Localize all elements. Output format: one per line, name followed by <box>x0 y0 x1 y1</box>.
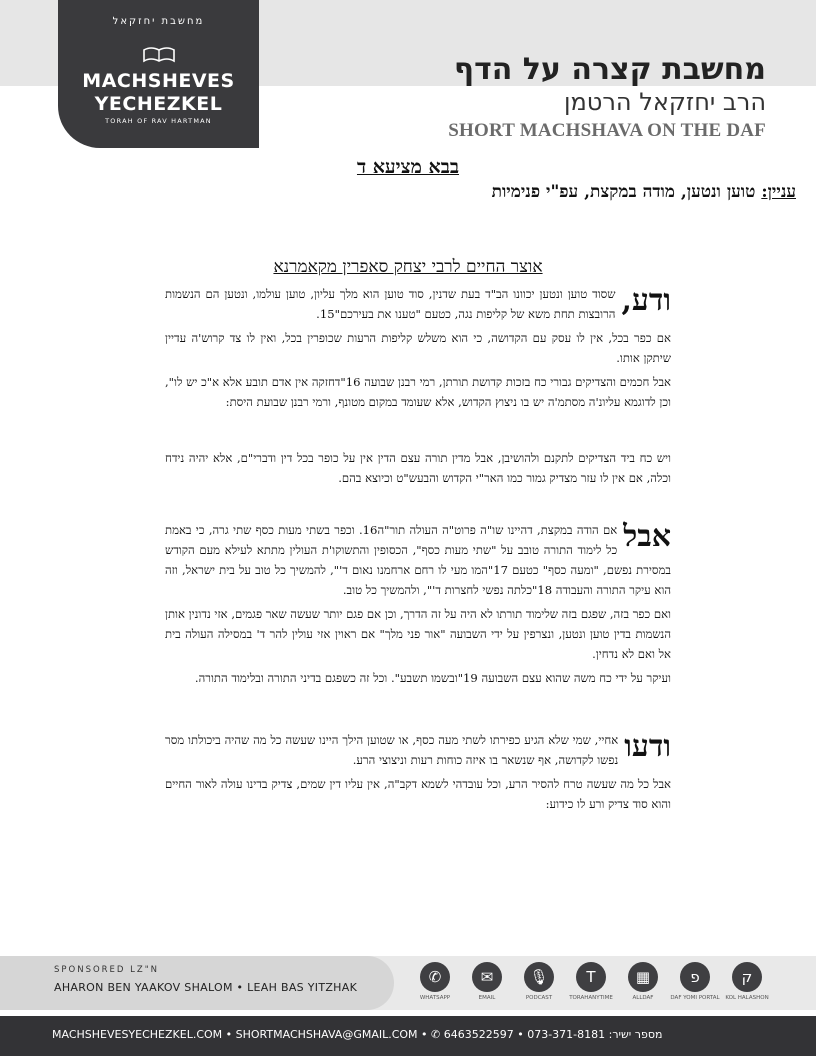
drop-word: ודעו <box>624 729 671 764</box>
body-section-2 <box>165 448 671 492</box>
rabbi-name: הרב יחזקאל הרטמן <box>563 88 766 116</box>
paragraph: אבל אם הודה במקצת, דהיינו שו"ה פרוט"ה העולה תור"ה16. וכפר בשתי מעות כסף שתי גרה, כי באמת כל לימוד התורה טובב על "שתי מעות כסף", הכסופין והתשוקו'ת העולין מתתא לעילא מעם הקודש במסירת נפשם, "ומעה כסף" כטעם 17"המו מעי לו רחם ארחמנו נאום ד'", להמשיך כל טוב על בית ישראל, וזה הוא עיקר התורה והעבודה 18"כלתה נפשי לחצרות ד'", ולהמשיך כל טוב. <box>165 519 671 597</box>
daf-heading: בבא מציעא ד <box>356 156 460 178</box>
link-whatsapp[interactable]: ✆ WHATSAPP <box>410 962 460 1001</box>
inyan-label: עניין: <box>761 182 796 202</box>
link-kol-halashon[interactable]: ק KOL HALASHON <box>722 962 772 1001</box>
logo-tagline: TORAH OF RAV HARTMAN <box>105 117 212 125</box>
paragraph: ואם כפר בזה, שפגם בזה שלימוד תורתו לא היה על זה הדרך, וכן אם פגם יותר שעשה שאר פגמים, אזי נדונין אותן הנשמות בדין טוען ונטען, ונצרפין על ידי השבועה "אור פני מלך" אם ראוין אזי עולין להר ד' במסילה העולה בית אל ואם לא נדחין. <box>165 607 671 661</box>
alldaf-icon: ▦ <box>628 962 658 992</box>
inyan-heading <box>492 182 796 202</box>
logo-line2: YECHEZKEL <box>94 93 223 115</box>
drop-word: אבל <box>623 519 671 554</box>
open-book-icon <box>142 44 176 64</box>
body-section-4 <box>165 730 671 818</box>
torahanytime-icon: T <box>576 962 606 992</box>
link-podcast[interactable]: 🎙 PODCAST <box>514 962 564 1001</box>
logo-hebrew: מחשבת יחזקאל <box>112 16 205 27</box>
body-section-3 <box>165 520 671 692</box>
link-email[interactable]: ✉ EMAIL <box>462 962 512 1001</box>
footer-contact: MACHSHEVESYECHEZKEL.COM • SHORTMACHSHAVA@GMAIL.COM • ✆ 6463522597 • 073-371-8181 :מספר ישיר <box>52 1028 663 1041</box>
paragraph: אבל כל מה שעשה טרח להסיר הרע, וכל עובדהי לשמא דקב"ה, אין עליו דין שמים, צדיק בדינו עולה לאור החיים והוא סוד צדיק ורע לו כידוע: <box>165 777 671 811</box>
link-torahanytime[interactable]: T TORAHANYTIME <box>566 962 616 1001</box>
sponsor-label: SPONSORED LZ"N <box>54 965 160 975</box>
inyan-text: טוען ונטען, מודה במקצת, עפ"י פנימיות <box>491 182 762 202</box>
title-english: SHORT MACHSHAVA ON THE DAF <box>448 120 766 141</box>
body-section-1 <box>165 284 671 416</box>
email-icon: ✉ <box>472 962 502 992</box>
paragraph: ודע, שסוד טוען ונטען יכוונו הב"ד בעת שדנין, סוד טוען הוא מלך עליון, טוען עולמו, ונטען הם הנשמות הרובצות תחת משא של קליפות נגה, כטעם "טענו את בעירכם"15. <box>165 283 671 321</box>
link-daf-yomi-portal[interactable]: פ DAF YOMI PORTAL <box>670 962 720 1001</box>
drop-word: ודע, <box>621 283 671 318</box>
whatsapp-icon: ✆ <box>420 962 450 992</box>
link-alldaf[interactable]: ▦ ALLDAF <box>618 962 668 1001</box>
paragraph: אבל חכמים והצדיקים גבורי כח בזכות קדושת תורתן, רמי רבנן שבועה 16"דחזקה אין אדם תובע אלא א"כ יש לו", וכן לדוגמא עליונ'ה מסתמ'ה יש בו ניצוץ הקדוש, אלא שעומד במקום מטונף, ורמי רבנן שבועת היסת: <box>165 375 671 409</box>
logo <box>58 0 259 148</box>
title-hebrew: מחשבת קצרה על הדף <box>453 52 766 87</box>
paragraph: ועיקר על ידי כח משה שהוא עצם השבועה 19"ובשמו תשבע". וכל זה כשפגם בדיני התורה ובלימוד התורה. <box>194 671 671 685</box>
link-icons <box>410 962 780 1006</box>
source-title: אוצר החיים לרבי יצחק סאפרין מקאמרנא <box>273 257 543 277</box>
paragraph: ויש כח ביד הצדיקים לתקנם ולהושיבן, אבל מדין תורה עצם הדין אין על כופר בכל דין ודברי"ם, אלא יהיה נידח וכלה, אם אין לו עזר מצדיק גמור כמו האר"י הקדוש והבעש"ט וכיוצא בהם. <box>165 451 671 485</box>
kol-halashon-icon: ק <box>732 962 762 992</box>
sponsor-names: AHARON BEN YAAKOV SHALOM • LEAH BAS YITZHAK <box>54 981 358 994</box>
podcast-icon: 🎙 <box>524 962 554 992</box>
paragraph: אם כפר בכל, אין לו עסק עם הקדושה, כי הוא משלש קליפות הרעות שכופרין בכל, ואין לו צד קרוש'ה עדיין שיתקן אותו. <box>165 331 671 365</box>
paragraph: ודעו אחיי, שמי שלא הגיע כפירתו לשתי מעה כסף, או שטוען הילך היינו שעשה כל מה שהיה ביכולתו מסר נפשו לקדושה, אף שנשאר בו איזה כוחות רעות וניצוצי הרע. <box>165 729 671 767</box>
daf-yomi-portal-icon: פ <box>680 962 710 992</box>
logo-line1: MACHSHEVES <box>82 70 235 92</box>
